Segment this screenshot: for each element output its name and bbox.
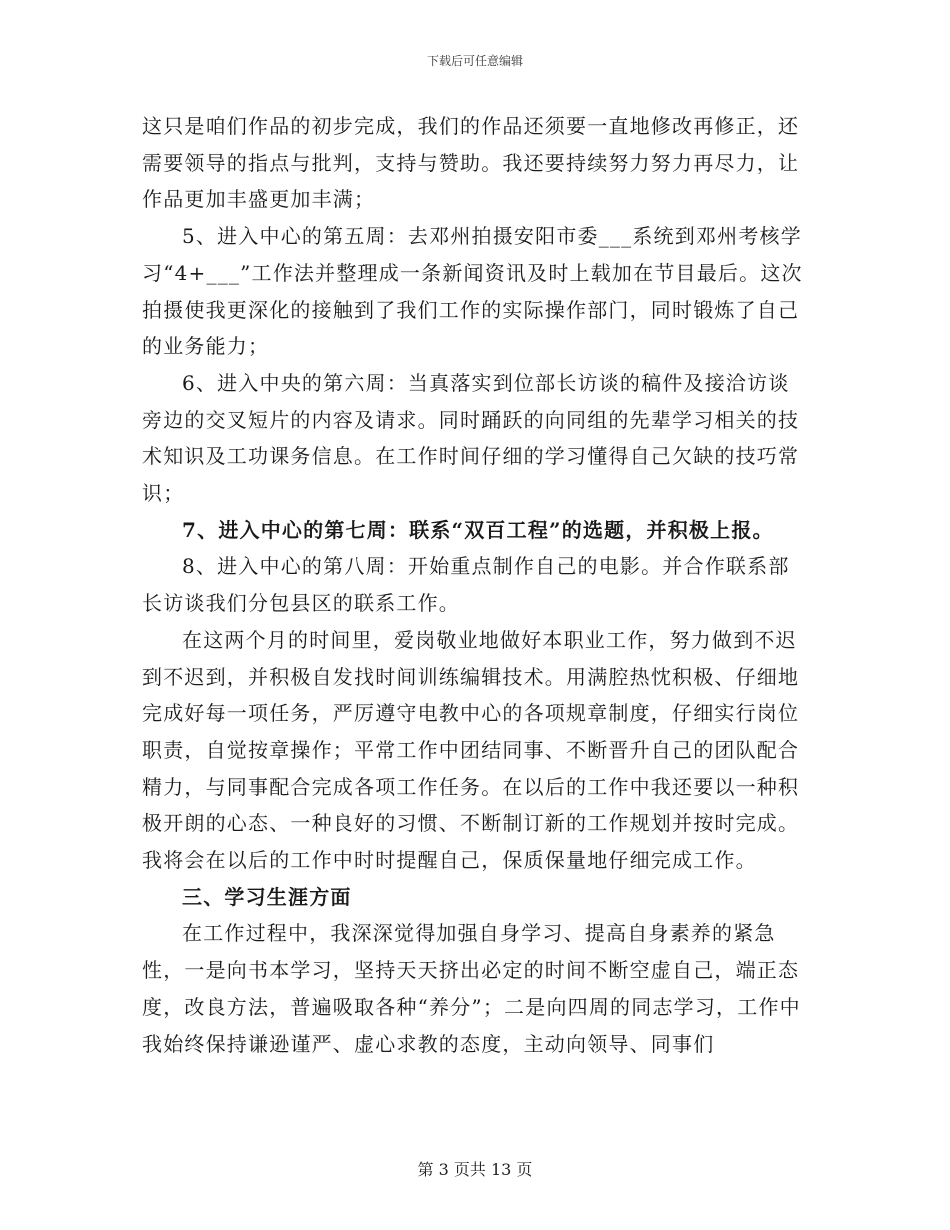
paragraph-8: 在工作过程中，我深深觉得加强自身学习、提高自身素养的紧急性，一是向书本学习，坚持天天挤出必定的时间不断空虚自己，端正态度，改良方法，普遍吸取各种“养分”；二是向四周的同志学习，工作中我始终保持谦逊谨严、虚心求教的态度，主动向领导、同事们: [142, 921, 801, 1056]
page-header: 下载后可任意编辑: [426, 54, 523, 68]
page-footer: 第 3 页共 13 页: [417, 1160, 533, 1179]
paragraph-6: 在这两个月的时间里，爱岗敬业地做好本职业工作，努力做到不迟到不迟到，并积极自发找时间训练编辑技术。用满腔热忱积极、仔细地完成好每一项任务，严厉遵守电教中心的各项规章制度，仔细实行岗位职责，自觉按章操作；平常工作中团结同事、不断晋升自己的团队配合精力，与同事配合完成各项工作任务。在以后的工作中我还要以一种积极开朗的心态、一种良好的习惯、不断制订新的工作规划并按时完成。我将会在以后的工作中时时提醒自己，保质保量地仔细完成工作。: [142, 627, 800, 873]
paragraph-4: 7、进入中心的第七周：联系“双百工程”的选题，并积极上报。: [182, 517, 774, 542]
paragraph-1: 这只是咱们作品的初步完成，我们的作品还须要一直地修改再修正，还需要领导的指点与批判，支持与赞助。我还要持续努力努力再尽力，让作品更加丰盛更加丰满；: [142, 114, 800, 212]
paragraph-5: 8、进入中心的第八周：开始重点制作自己的电影。并合作联系部长访谈我们分包县区的联系工作。: [142, 554, 790, 616]
section-heading: 三、学习生涯方面: [182, 884, 352, 909]
paragraph-2: 5、进入中心的第五周：去邓州拍摄安阳市委___系统到邓州考核学习“4+___”工作法并整理成一条新闻资讯及时上载加在节目最后。这次拍摄使我更深化的接触到了我们工作的实际操作部门，同时锻炼了自己的业务能力；: [142, 224, 803, 359]
document-body: [142, 108, 810, 1062]
paragraph-3: 6、进入中央的第六周：当真落实到位部长访谈的稿件及接洽访谈旁边的交叉短片的内容及请求。同时踊跃的向同组的先辈学习相关的技术知识及工功课务信息。在工作时间仔细的学习懂得自己欠缺的技巧常识；: [142, 370, 800, 506]
